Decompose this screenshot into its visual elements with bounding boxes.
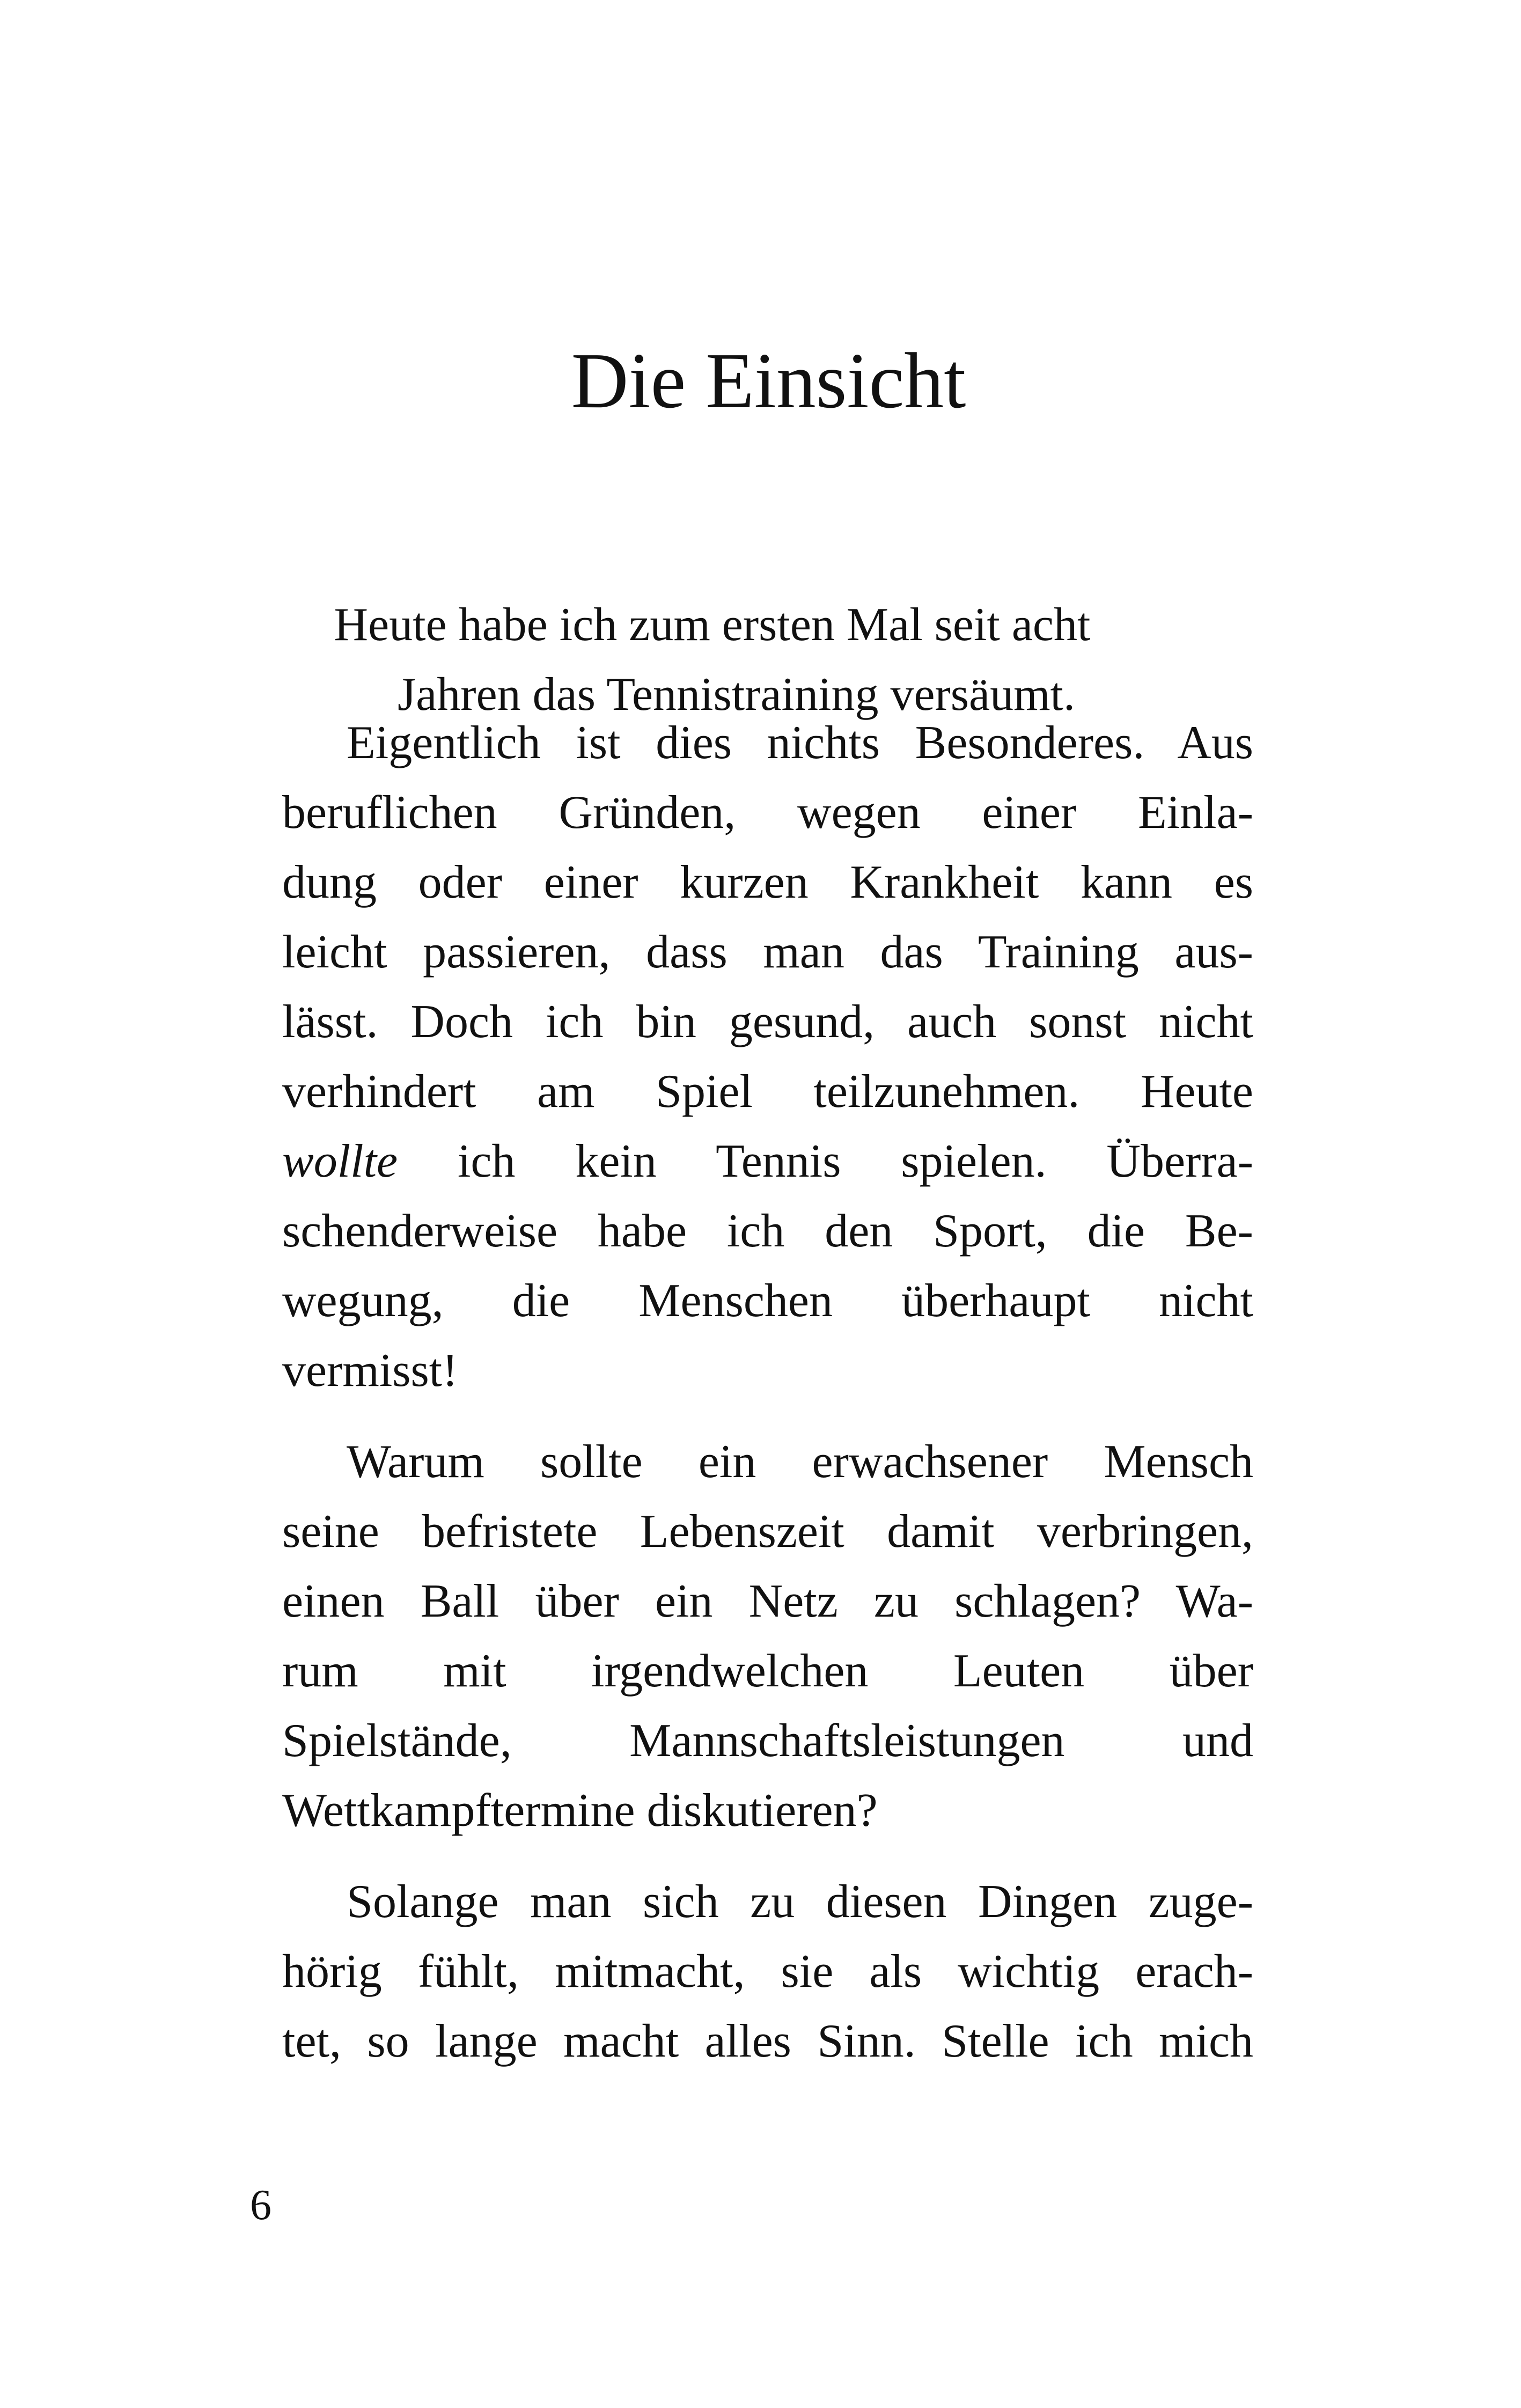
- text-line: tet, so lange macht alles Sinn. Stelle ich mich: [282, 2015, 1253, 2067]
- text-line: seine befristete Lebenszeit damit verbringen,: [282, 1506, 1253, 1558]
- lead-line: Jahren das Tennistraining versäumt.: [397, 669, 1076, 721]
- text-line: dung oder einer kurzen Krankheit kann es: [282, 856, 1253, 908]
- lead-line: Heute habe ich zum ersten Mal seit acht: [334, 599, 1091, 651]
- paragraph-1: [282, 708, 1253, 1406]
- text-line: hörig fühlt, mitmacht, sie als wichtig erach-: [282, 1946, 1253, 1998]
- paragraph-2: [282, 1427, 1253, 1846]
- page-number: 6: [250, 2182, 271, 2229]
- text-line: wegung, die Menschen überhaupt nicht: [282, 1275, 1253, 1327]
- text-line: Eigentlich ist dies nichts Besonderes. Aus: [347, 717, 1253, 769]
- text-line: Solange man sich zu diesen Dingen zuge-: [347, 1876, 1253, 1928]
- text-line: einen Ball über ein Netz zu schlagen? Wa-: [282, 1575, 1253, 1627]
- text-line: Warum sollte ein erwachsener Mensch: [347, 1436, 1253, 1488]
- text-line: lässt. Doch ich bin gesund, auch sonst nicht: [282, 996, 1253, 1048]
- text-line: Wettkampftermine diskutieren?: [282, 1785, 878, 1837]
- emphasized-word: wollte: [282, 1135, 398, 1187]
- text-line: Spielstände, Mannschaftsleistungen und: [282, 1715, 1253, 1767]
- text-line: verhindert am Spiel teilzunehmen. Heute: [282, 1066, 1253, 1118]
- text-line: schenderweise habe ich den Sport, die Be-: [282, 1205, 1253, 1257]
- chapter-title: Die Einsicht: [571, 337, 966, 425]
- text-line-with-emphasis: [282, 1127, 1253, 1196]
- text-line: rum mit irgendwelchen Leuten über: [282, 1645, 1253, 1697]
- text-fragment: ich kein Tennis spielen. Überra-: [457, 1135, 1254, 1187]
- text-line: beruflichen Gründen, wegen einer Einla-: [282, 787, 1253, 839]
- text-line: leicht passieren, dass man das Training aus-: [282, 926, 1253, 978]
- text-line: vermisst!: [282, 1345, 458, 1397]
- paragraph-3: [282, 1867, 1253, 2076]
